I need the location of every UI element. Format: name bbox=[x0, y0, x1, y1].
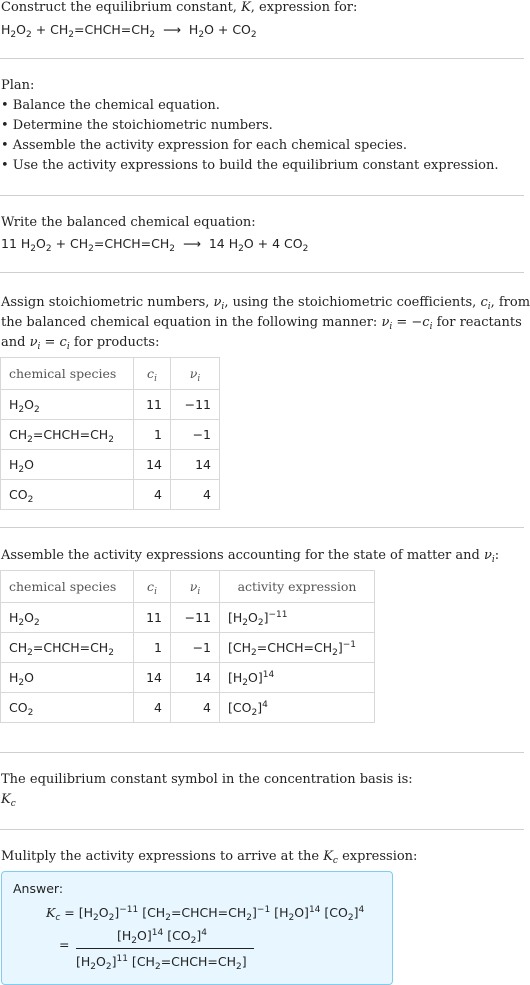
intro-text: Construct the equilibrium constant, bbox=[1, 0, 242, 15]
table-row bbox=[1, 480, 220, 510]
equals-sign: = bbox=[59, 937, 70, 952]
stoich-text-line2: the balanced chemical equation in the following manner: $\nu_i = -c_i$ for reactants bbox=[1, 315, 522, 332]
col-header: $\nu_i$ bbox=[171, 358, 220, 390]
answer-box bbox=[1, 871, 393, 985]
balanced-equation: 11 $H_2O_2$ + $CH_2=CHCH=CH_2$ ⟶ 14 $H_2O + 4$ $CO_2$ bbox=[1, 236, 309, 254]
nu-cell: 4 bbox=[171, 480, 220, 510]
activity-cell: $[H_2O_2]^{-11}$ bbox=[220, 603, 375, 633]
kc-expression-line1: $K_c = [H_2O_2]^{-11}$ $[CH_2=CHCH=CH_2]^{-1}$ $[H_2O]^{14}$ $[CO_2]^4$ bbox=[46, 905, 365, 923]
plan-item: • Determine the stoichiometric numbers. bbox=[1, 118, 273, 133]
divider bbox=[0, 58, 524, 59]
c-cell: 14 bbox=[134, 450, 171, 480]
table-row bbox=[1, 420, 220, 450]
kc-title: The equilibrium constant symbol in the concentration basis is: bbox=[1, 772, 413, 787]
fraction-bar bbox=[76, 948, 254, 949]
divider bbox=[0, 527, 524, 528]
activity-cell: $[H_2O]^{14}$ bbox=[220, 663, 375, 693]
divider bbox=[0, 752, 524, 753]
table-row bbox=[1, 633, 375, 663]
answer-label: Answer: bbox=[13, 881, 64, 896]
intro-line bbox=[1, 0, 357, 15]
table-row bbox=[1, 603, 375, 633]
c-cell: 11 bbox=[134, 390, 171, 420]
nu-cell: 4 bbox=[171, 693, 220, 723]
col-header: $c_i$ bbox=[134, 358, 171, 390]
table-row bbox=[1, 390, 220, 420]
arrow-icon: ⟶ bbox=[163, 22, 181, 37]
plan-item: • Balance the chemical equation. bbox=[1, 98, 220, 113]
kc-symbol: $K_c$ bbox=[1, 792, 16, 809]
nu-cell: −11 bbox=[171, 603, 220, 633]
divider bbox=[0, 195, 524, 196]
species-cell: $CO_2$ bbox=[1, 480, 134, 510]
col-header: activity expression bbox=[220, 571, 375, 603]
c-cell: 4 bbox=[134, 480, 171, 510]
col-header: $c_i$ bbox=[134, 571, 171, 603]
table-row bbox=[1, 663, 375, 693]
species-cell: $H_2O$ bbox=[1, 663, 134, 693]
c-cell: 4 bbox=[134, 693, 171, 723]
table-row bbox=[1, 450, 220, 480]
divider bbox=[0, 829, 524, 830]
fraction-numerator: $[H_2O]^{14}$ $[CO_2]^4$ bbox=[117, 928, 208, 946]
nu-cell: −1 bbox=[171, 633, 220, 663]
stoich-text-line3: and $\nu_i = c_i$ for products: bbox=[1, 335, 160, 352]
activity-cell: $[CO_2]^4$ bbox=[220, 693, 375, 723]
plan-title: Plan: bbox=[1, 78, 35, 93]
col-header: chemical species bbox=[1, 358, 134, 390]
activity-title: Assemble the activity expressions accounting for the state of matter and $\nu_i$: bbox=[1, 548, 500, 565]
intro-suffix: , expression for: bbox=[250, 0, 358, 15]
activity-cell: $[CH_2=CHCH=CH_2]^{-1}$ bbox=[220, 633, 375, 663]
c-cell: 11 bbox=[134, 603, 171, 633]
multiply-title: Mulitply the activity expressions to arrive at the $K_c$ expression: bbox=[1, 849, 418, 866]
table-header-row bbox=[1, 571, 375, 603]
fraction-denominator: $[H_2O_2]^{11}$ $[CH_2=CHCH=CH_2]$ bbox=[76, 954, 247, 972]
col-header: $\nu_i$ bbox=[171, 571, 220, 603]
plan-item: • Use the activity expressions to build the equilibrium constant expression. bbox=[1, 158, 499, 173]
species-cell: $H_2O_2$ bbox=[1, 390, 134, 420]
divider bbox=[0, 272, 524, 273]
reaction-equation: $H_2O_2$ + $CH_2=CHCH=CH_2$ ⟶ $H_2O + CO_2$ bbox=[1, 22, 257, 40]
nu-cell: 14 bbox=[171, 450, 220, 480]
table-header-row bbox=[1, 358, 220, 390]
stoich-text-line1: Assign stoichiometric numbers, $\nu_i$, using the stoichiometric coefficients, $c_i$, from bbox=[1, 295, 530, 312]
col-header: chemical species bbox=[1, 571, 134, 603]
table-row bbox=[1, 693, 375, 723]
nu-cell: 14 bbox=[171, 663, 220, 693]
activity-table bbox=[0, 570, 375, 723]
c-cell: 1 bbox=[134, 420, 171, 450]
arrow-icon: ⟶ bbox=[182, 236, 201, 251]
species-cell: $H_2O$ bbox=[1, 450, 134, 480]
species-cell: $H_2O_2$ bbox=[1, 603, 134, 633]
plan-item: • Assemble the activity expression for each chemical species. bbox=[1, 138, 407, 153]
stoich-table bbox=[0, 357, 220, 510]
c-cell: 1 bbox=[134, 633, 171, 663]
nu-cell: −1 bbox=[171, 420, 220, 450]
species-cell: $CH_2=CHCH=CH_2$ bbox=[1, 633, 134, 663]
c-cell: 14 bbox=[134, 663, 171, 693]
k-symbol: K bbox=[241, 0, 251, 15]
species-cell: $CO_2$ bbox=[1, 693, 134, 723]
species-cell: $CH_2=CHCH=CH_2$ bbox=[1, 420, 134, 450]
nu-cell: −11 bbox=[171, 390, 220, 420]
balanced-title: Write the balanced chemical equation: bbox=[1, 215, 256, 230]
